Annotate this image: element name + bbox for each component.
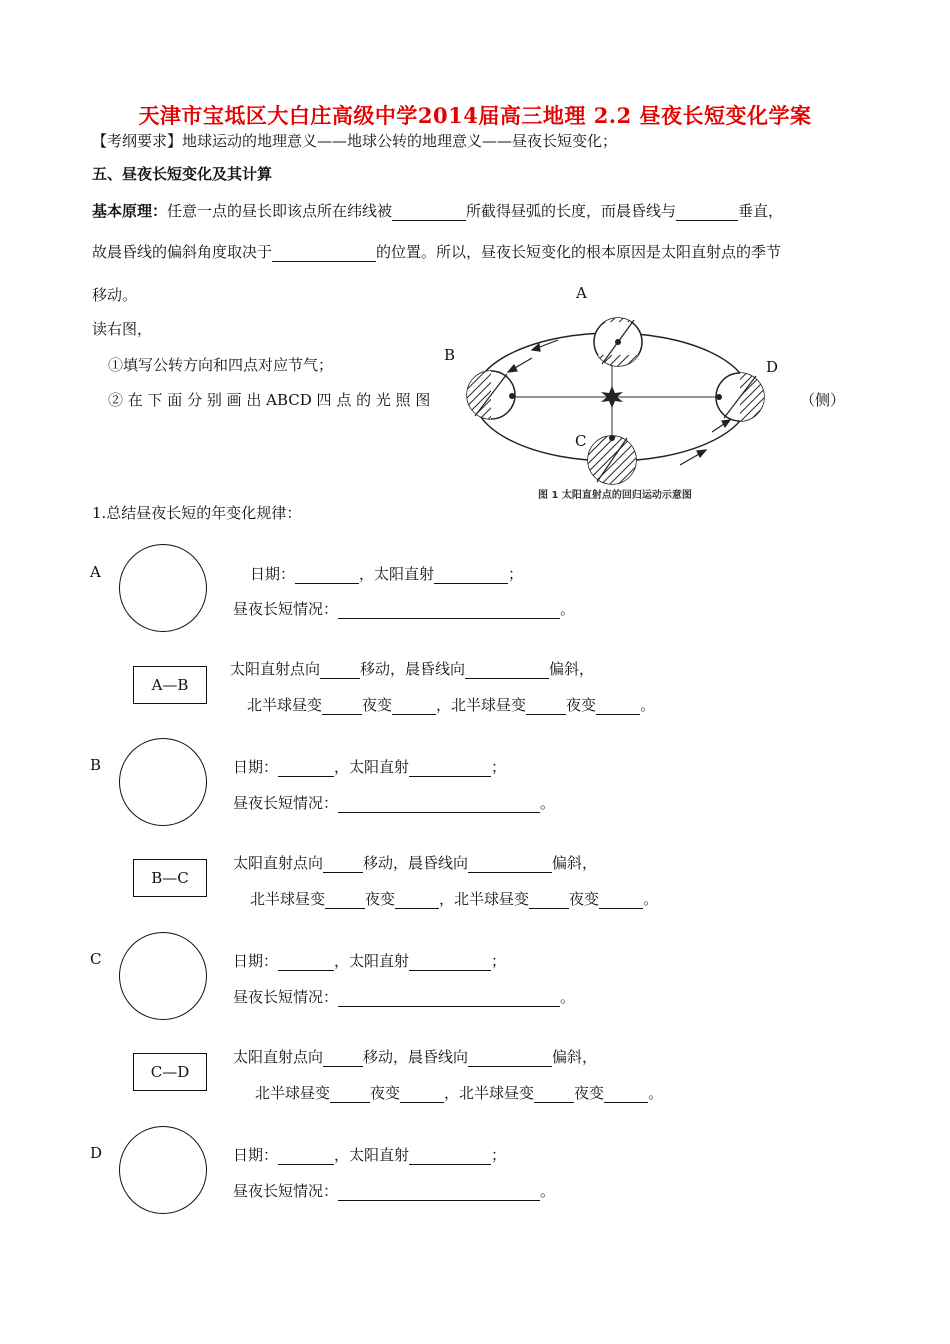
section-heading: 五、昼夜长短变化及其计算: [92, 165, 273, 183]
answer-blank[interactable]: [526, 698, 566, 715]
point-letter: A: [90, 563, 101, 581]
answer-blank[interactable]: [323, 856, 363, 873]
figure-label-a: A: [576, 284, 587, 302]
answer-blank[interactable]: [323, 1050, 363, 1067]
answer-blank[interactable]: [596, 698, 640, 715]
principle-text-1c: 垂直，: [738, 202, 784, 220]
answer-blank[interactable]: [409, 760, 491, 777]
point-letter: D: [90, 1144, 103, 1162]
text: 。: [640, 696, 656, 714]
transition-box: C—D: [133, 1053, 207, 1091]
answer-blank[interactable]: [604, 1086, 648, 1103]
answer-blank[interactable]: [465, 662, 549, 679]
sun-label: ，太阳直射: [334, 952, 410, 970]
punct: 。: [560, 988, 576, 1006]
transition-line-2: [255, 1082, 663, 1103]
date-line: [250, 563, 523, 584]
task-1: ①填写公转方向和四点对应节气；: [108, 356, 334, 374]
daylength-label: 昼夜长短情况：: [233, 988, 339, 1006]
text: 。: [648, 1084, 664, 1102]
answer-blank[interactable]: [409, 1148, 491, 1165]
figure-label-b: B: [444, 346, 456, 364]
answer-blank[interactable]: [278, 1148, 334, 1165]
answer-blank[interactable]: [278, 760, 334, 777]
principle-label: 基本原理：: [92, 202, 168, 220]
drawing-circle[interactable]: [119, 544, 207, 632]
daylength-label: 昼夜长短情况：: [233, 794, 339, 812]
side-note: （侧）: [800, 391, 846, 409]
text: 夜变: [365, 890, 396, 908]
point-letter: C: [90, 950, 102, 968]
answer-blank[interactable]: [272, 245, 376, 262]
punct: 。: [540, 1182, 556, 1200]
daylength-line: [233, 792, 555, 813]
text: 移动，晨昏线向: [363, 854, 469, 872]
answer-blank[interactable]: [338, 602, 560, 619]
date-line: [233, 1144, 506, 1165]
drawing-circle[interactable]: [119, 932, 207, 1020]
text: 夜变: [370, 1084, 401, 1102]
answer-blank[interactable]: [322, 698, 362, 715]
answer-blank[interactable]: [468, 1050, 552, 1067]
principle-line-3: 移动。: [92, 286, 138, 304]
answer-blank[interactable]: [599, 892, 643, 909]
text: 偏斜，: [552, 1048, 598, 1066]
transition-line-1: [230, 658, 594, 679]
answer-blank[interactable]: [400, 1086, 444, 1103]
text: ，北半球昼变: [444, 1084, 535, 1102]
answer-blank[interactable]: [395, 892, 439, 909]
answer-blank[interactable]: [392, 698, 436, 715]
date-label: 日期：: [233, 1146, 279, 1164]
daylength-line: [233, 986, 575, 1007]
text: 偏斜，: [552, 854, 598, 872]
principle-text-2a: 故晨昏线的偏斜角度取决于: [92, 243, 273, 261]
date-label: 日期：: [233, 952, 279, 970]
figure-label-d: D: [766, 358, 779, 376]
transition-box: B—C: [133, 859, 207, 897]
punct: ；: [491, 758, 507, 776]
transition-box: A—B: [133, 666, 207, 704]
answer-blank[interactable]: [330, 1086, 370, 1103]
answer-blank[interactable]: [468, 856, 552, 873]
text: 北半球昼变: [255, 1084, 331, 1102]
revolution-figure: [440, 280, 790, 510]
answer-blank[interactable]: [409, 954, 491, 971]
date-line: [233, 950, 506, 971]
text: 夜变: [569, 890, 600, 908]
drawing-circle[interactable]: [119, 738, 207, 826]
earth-b-icon: [466, 370, 515, 420]
text: 北半球昼变: [250, 890, 326, 908]
text: 偏斜，: [549, 660, 595, 678]
text: 。: [643, 890, 659, 908]
text: ，北半球昼变: [436, 696, 527, 714]
punct: ；: [491, 952, 507, 970]
answer-blank[interactable]: [392, 204, 466, 221]
date-label: 日期：: [233, 758, 279, 776]
figure-caption: 图 1 太阳直射点的回归运动示意图: [538, 490, 692, 501]
sun-label: ，太阳直射: [334, 758, 410, 776]
transition-line-1: [233, 852, 597, 873]
task-2: ② 在 下 面 分 别 画 出 ABCD 四 点 的 光 照 图: [108, 391, 431, 409]
answer-blank[interactable]: [278, 954, 334, 971]
sun-label: ，太阳直射: [359, 565, 435, 583]
principle-text-1b: 所截得昼弧的长度，而晨昏线与: [466, 202, 677, 220]
answer-blank[interactable]: [325, 892, 365, 909]
answer-blank[interactable]: [676, 204, 738, 221]
answer-blank[interactable]: [320, 662, 360, 679]
text: 夜变: [362, 696, 393, 714]
principle-line-2: [92, 241, 781, 262]
figure-label-c: C: [575, 432, 587, 450]
daylength-line: [233, 598, 575, 619]
principle-text-1a: 任意一点的昼长即该点所在纬线被: [167, 202, 393, 220]
daylength-label: 昼夜长短情况：: [233, 600, 339, 618]
text: 北半球昼变: [247, 696, 323, 714]
text: 夜变: [574, 1084, 605, 1102]
answer-blank[interactable]: [295, 567, 359, 584]
read-figure: 读右图，: [92, 320, 153, 338]
punct: ；: [491, 1146, 507, 1164]
answer-blank[interactable]: [338, 796, 540, 813]
text: 移动，晨昏线向: [360, 660, 466, 678]
transition-line-1: [233, 1046, 597, 1067]
text: 夜变: [566, 696, 597, 714]
daylength-line: [233, 1180, 555, 1201]
earth-d-icon: [716, 372, 766, 422]
answer-blank[interactable]: [529, 892, 569, 909]
principle-text-2b: 的位置。所以，昼夜长短变化的根本原因是太阳直射点的季节: [376, 243, 782, 261]
answer-blank[interactable]: [534, 1086, 574, 1103]
earth-a-icon: [590, 310, 650, 369]
earth-c-icon: [585, 432, 640, 488]
text: ，北半球昼变: [439, 890, 530, 908]
date-line: [233, 756, 506, 777]
answer-blank[interactable]: [434, 567, 508, 584]
document-title: 天津市宝坻区大白庄高级中学2014届高三地理 2.2 昼夜长短变化学案: [138, 103, 812, 128]
summary-heading: 1.总结昼夜长短的年变化规律：: [92, 504, 302, 522]
date-label: 日期：: [250, 565, 296, 583]
text: 太阳直射点向: [233, 1048, 324, 1066]
punct: 。: [540, 794, 556, 812]
answer-blank[interactable]: [338, 1184, 540, 1201]
sun-label: ，太阳直射: [334, 1146, 410, 1164]
transition-line-2: [247, 694, 655, 715]
text: 太阳直射点向: [233, 854, 324, 872]
exam-requirement: 【考纲要求】地球运动的地理意义——地球公转的地理意义——昼夜长短变化；: [92, 132, 618, 150]
punct: ；: [508, 565, 524, 583]
punct: 。: [560, 600, 576, 618]
text: 移动，晨昏线向: [363, 1048, 469, 1066]
daylength-label: 昼夜长短情况：: [233, 1182, 339, 1200]
transition-line-2: [250, 888, 658, 909]
principle-line-1: [92, 200, 783, 221]
text: 太阳直射点向: [230, 660, 321, 678]
answer-blank[interactable]: [338, 990, 560, 1007]
point-letter: B: [90, 756, 102, 774]
drawing-circle[interactable]: [119, 1126, 207, 1214]
